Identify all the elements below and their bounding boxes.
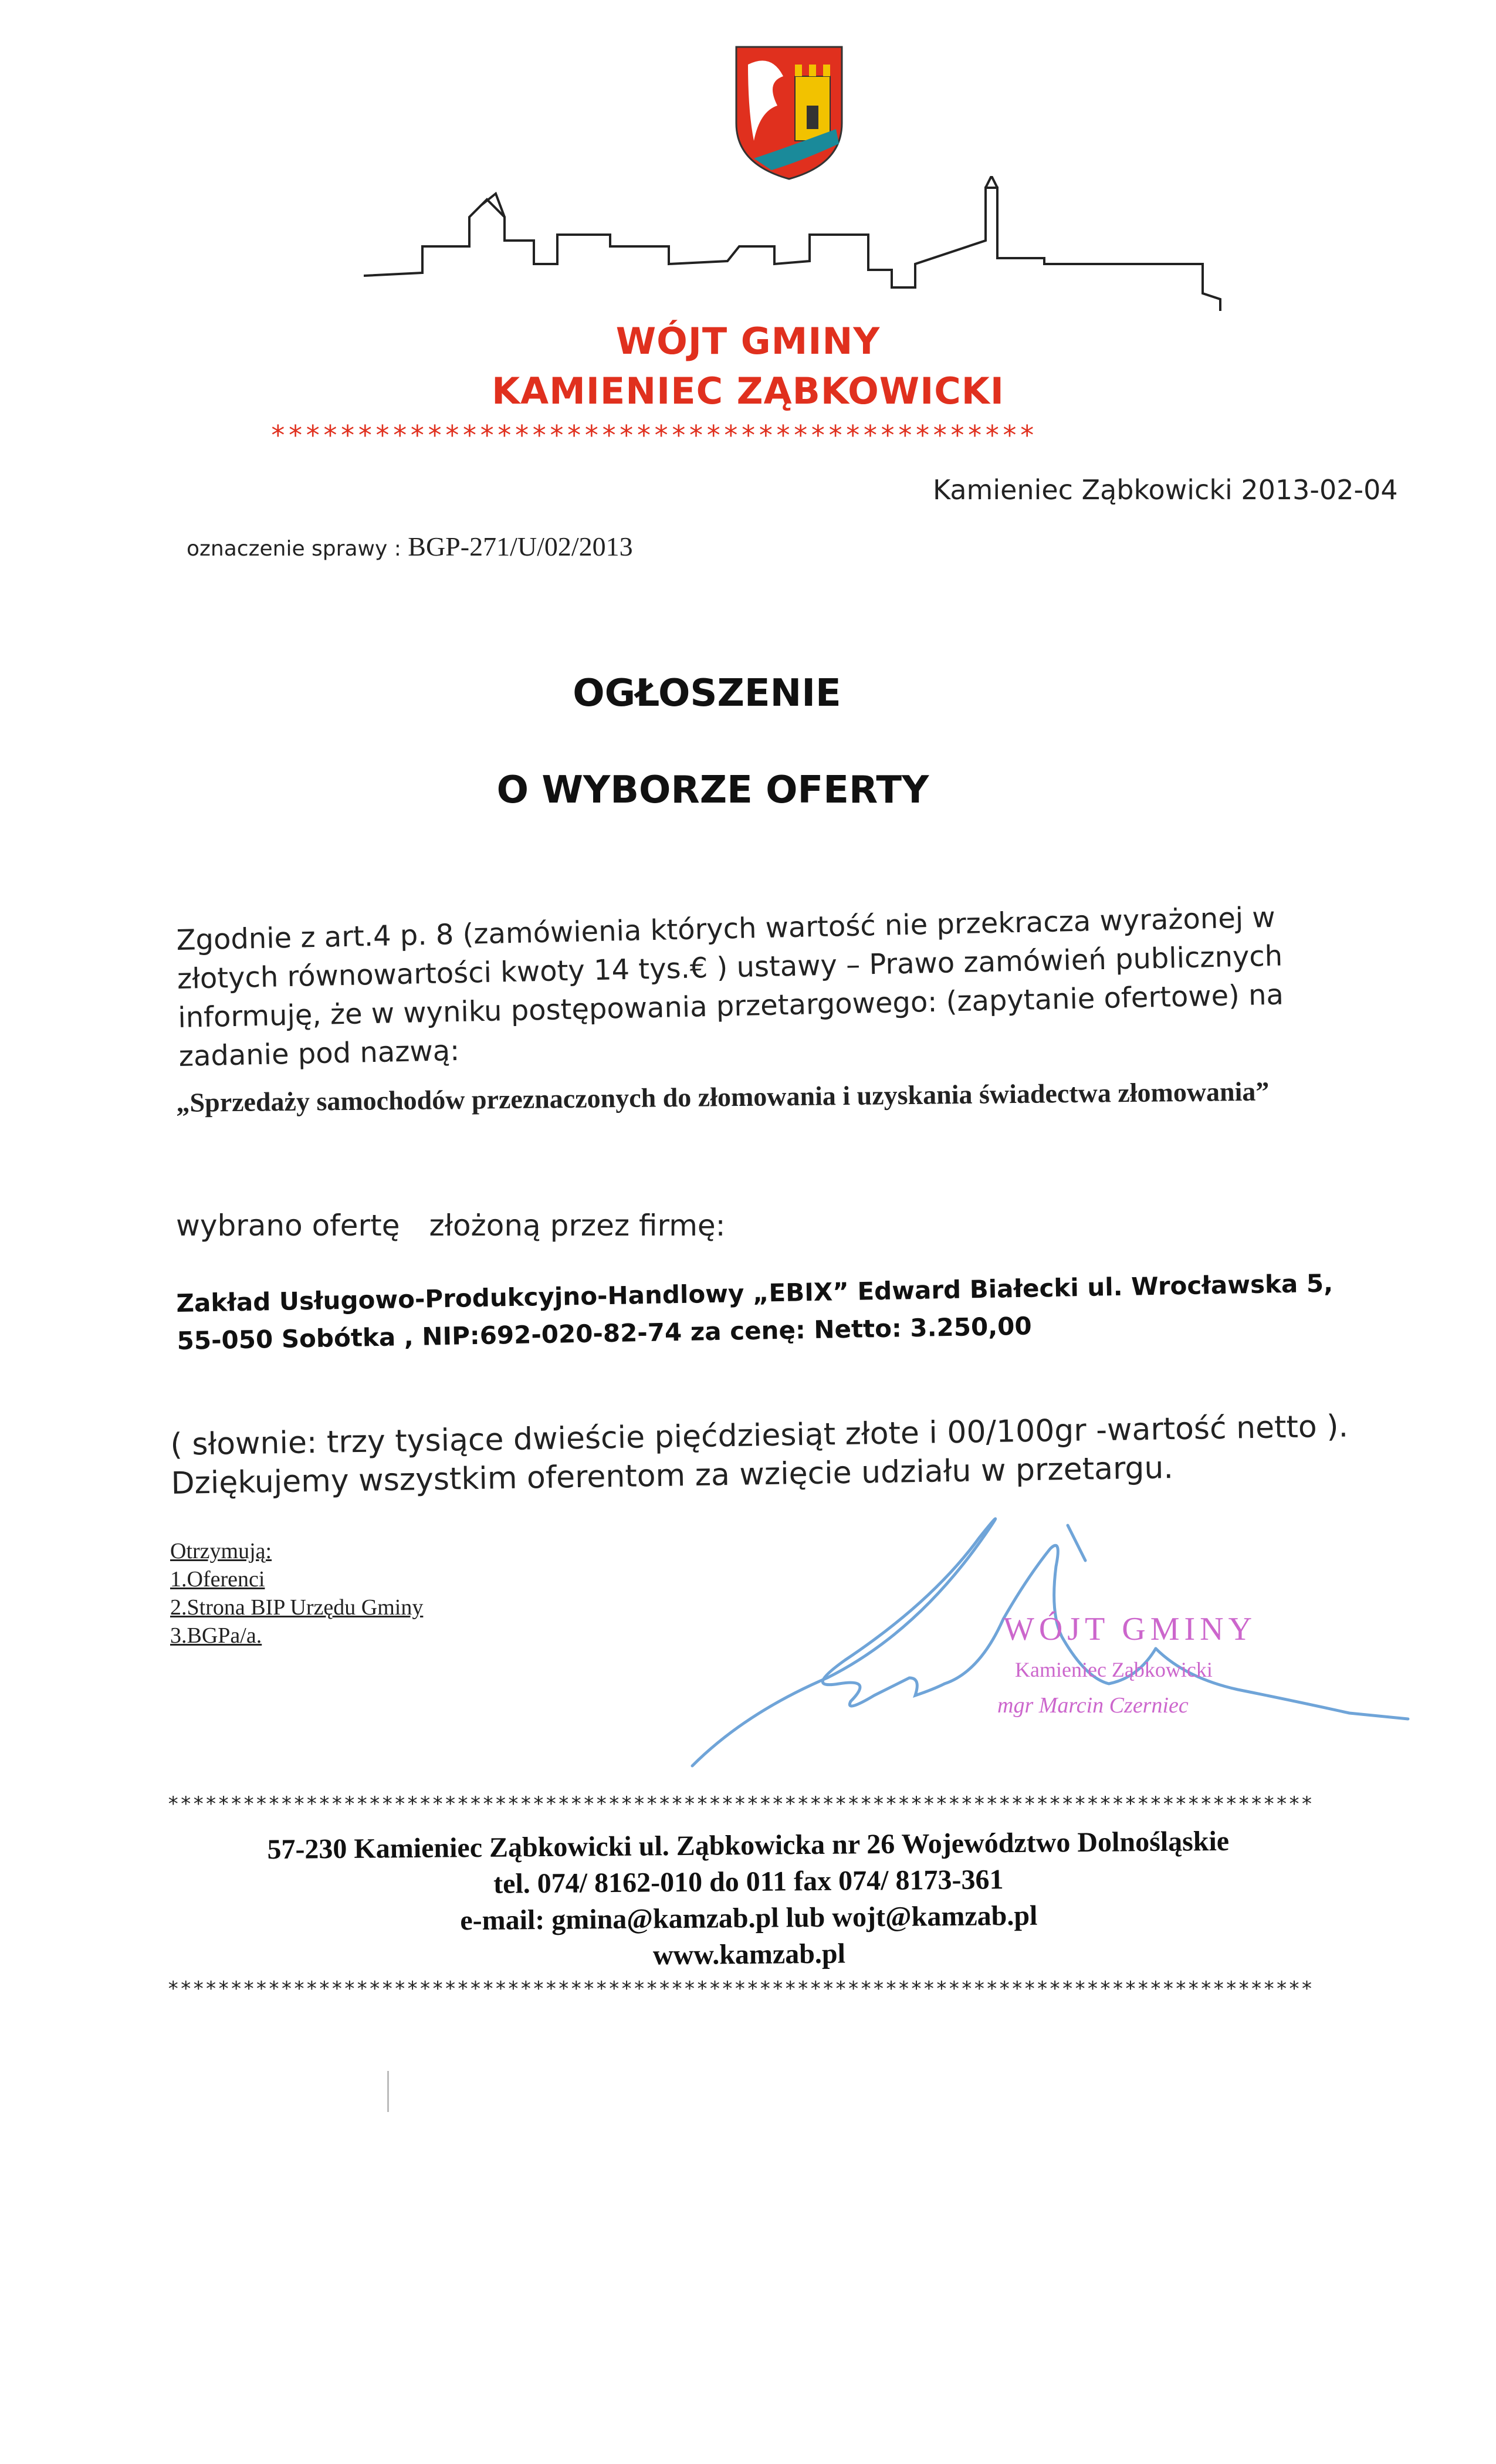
date-place-line: Kamieniec Ząbkowicki 2013-02-04 — [933, 474, 1398, 506]
town-skyline-icon — [364, 176, 1314, 329]
case-reference-number: BGP-271/U/02/2013 — [408, 532, 633, 561]
amount-words-line: ( słownie: trzy tysiące dwieście pięćdziesiąt złote i 00/100gr -wartość netto ). — [170, 1409, 1349, 1463]
recipient-item: 3.BGPa/a. — [170, 1623, 262, 1648]
footer-star-divider-bottom: ******************************************************************************************* — [167, 1977, 1314, 2001]
amount-in-words — [170, 1406, 1403, 1503]
case-reference-label: oznaczenie sprawy : — [187, 537, 408, 561]
document-subtitle: O WYBORZE OFERTY — [496, 769, 929, 812]
thanks-line: Dziękujemy wszystkim oferentom za wzięcie udziału w przetargu. — [171, 1450, 1174, 1501]
header-title-line1: WÓJT GMINY — [615, 320, 881, 363]
footer-email: e-mail: gmina@kamzab.pl lub wojt@kamzab.pl — [460, 1900, 1038, 1937]
chosen-offer-line — [176, 1209, 726, 1243]
stamp-title: WÓJT GMINY — [1003, 1611, 1257, 1647]
intro-paragraph: Zgodnie z art.4 p. 8 (zamówienia których wartość nie przekracza wyrażonej w złotych równowartości kwoty 14 tys.€ ) ustawy – Prawo zamówień publicznych informuję, że w wyniku postępowania przetargowego: (zapytanie ofertowe) na zadanie pod nazwą: — [176, 901, 1284, 1073]
header-title-line2: KAMIENIEC ZĄBKOWICKI — [492, 370, 1004, 412]
header-star-divider: ******************************************** — [270, 419, 1037, 451]
official-stamp — [991, 1610, 1297, 1763]
stamp-name: mgr Marcin Czerniec — [997, 1693, 1189, 1718]
recipients-list — [170, 1537, 423, 1650]
footer-contact — [0, 1821, 1496, 1979]
coat-of-arms-icon — [730, 41, 848, 182]
recipient-item: 2.Strona BIP Urzędu Gminy — [170, 1595, 424, 1620]
winning-company: Zakład Usługowo-Produkcyjno-Handlowy „EBIX” Edward Białecki ul. Wrocławska 5, 55-050 Sobótka , NIP:692-020-82-74 za cenę: Netto: 3.250,00 — [176, 1268, 1333, 1355]
chosen-offer-label: wybrano ofertę — [176, 1209, 400, 1243]
footer-address: 57-230 Kamieniec Ząbkowicki ul. Ząbkowicka nr 26 Województwo Dolnośląskie — [267, 1825, 1230, 1866]
footer-phone: tel. 074/ 8162-010 do 011 fax 074/ 8173-361 — [493, 1864, 1004, 1900]
submitted-by-label: złożoną przez firmę: — [429, 1209, 726, 1243]
recipients-heading: Otrzymują: — [170, 1539, 272, 1563]
case-reference — [187, 531, 633, 562]
tender-subject: „Sprzedaży samochodów przeznaczonych do złomowania i uzyskania świadectwa złomowania” — [176, 1076, 1270, 1118]
document-title: OGŁOSZENIE — [573, 672, 841, 715]
recipient-item: 1.Oferenci — [170, 1567, 265, 1592]
footer-star-divider-top: ******************************************************************************************* — [167, 1792, 1314, 1816]
scan-artifact-line — [387, 2071, 389, 2112]
footer-website: www.kamzab.pl — [652, 1938, 846, 1971]
stamp-municipality: Kamieniec Ząbkowicki — [1015, 1658, 1213, 1681]
